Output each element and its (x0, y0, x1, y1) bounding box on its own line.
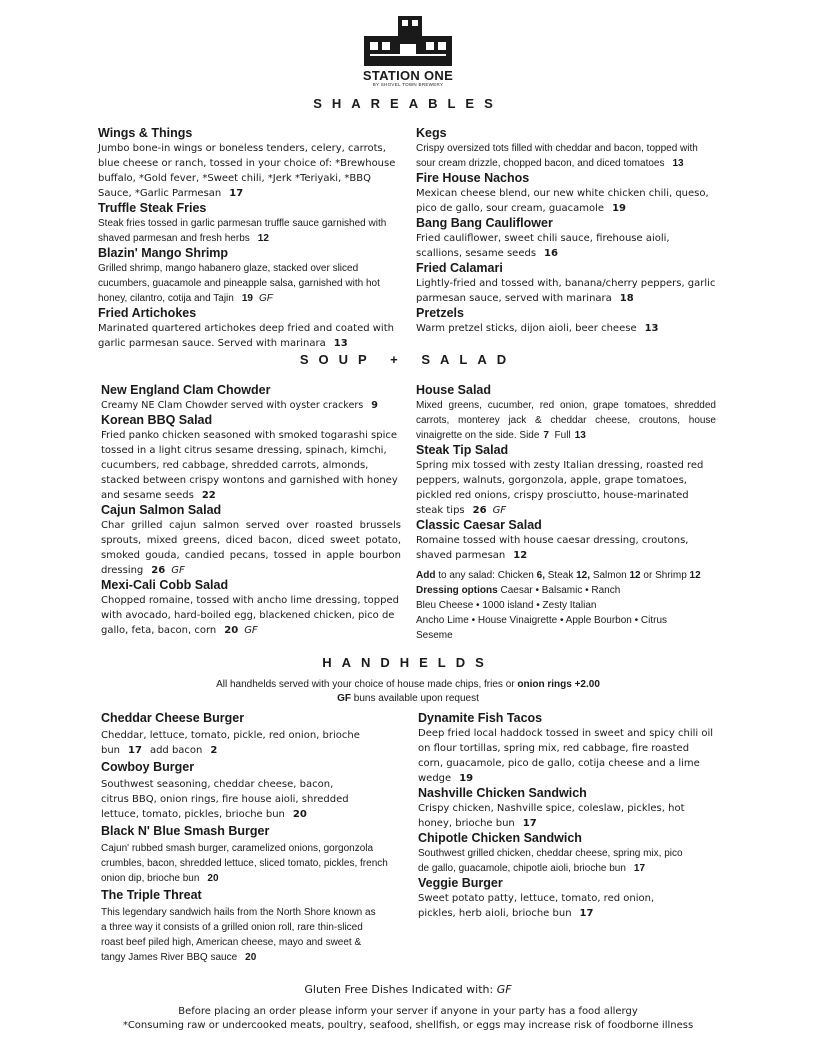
item-name: The Triple Threat (101, 888, 202, 902)
item-desc: Warm pretzel sticks, dijon aioli, beer cheese 13 (416, 323, 659, 334)
gf-badge: GF (492, 505, 507, 516)
item-name: Fried Artichokes (98, 306, 197, 320)
item-desc: Spring mix tossed with zesty Italian dressing, roasted red peppers, walnuts, gorgonzola, apple, grape tomatoes, pickled red onions, crispy prosciutto, house-marinated steak tips 26 GF (416, 460, 704, 516)
menu-item (416, 261, 716, 306)
item-price: 17 (522, 818, 537, 829)
handhelds-right-column (418, 711, 716, 921)
item-price: 13 (333, 338, 348, 349)
item-price: 19 (612, 203, 626, 214)
dressing-options-line: Ancho Lime • House Vinaigrette • Apple Bourbon • Citrus (416, 615, 668, 626)
shareables-left-column (98, 126, 398, 351)
item-price: 20 (245, 952, 257, 963)
item-desc: Char grilled cajun salmon served over roasted brussels sprouts, mixed greens, diced bacon, diced sweet potato, smoked gouda, candied pecans, tossed in apple bourbon dressing 26 GF (101, 520, 401, 576)
item-desc: Crispy chicken, Nashville spice, coleslaw, pickles, hot honey, brioche bun 17 (418, 803, 685, 829)
item-name: Veggie Burger (418, 876, 503, 890)
menu-item (416, 443, 716, 518)
item-name: Classic Caesar Salad (416, 518, 542, 532)
item-name: Korean BBQ Salad (101, 413, 213, 427)
section-title-soup-salad: SOUP + SALAD (299, 352, 517, 367)
handhelds-gf-note: GF buns available upon request (337, 693, 479, 704)
menu-item (416, 171, 716, 216)
menu-item (98, 201, 398, 246)
item-price: 17 (579, 908, 594, 919)
item-name: Cheddar Cheese Burger (101, 711, 245, 725)
menu-item (101, 824, 391, 886)
item-price: 17 (128, 745, 142, 756)
gf-badge: GF (258, 293, 273, 304)
item-price: 12 (513, 550, 528, 561)
item-price: 26 (472, 505, 487, 516)
item-desc: Southwest grilled chicken, cheddar cheese, spring mix, pico de gallo, guacamole, chipotle aioli, brioche bun 17 (418, 848, 683, 874)
dressing-options-line: Bleu Cheese • 1000 island • Zesty Italian (416, 600, 597, 611)
gf-legend: Gluten Free Dishes Indicated with: GF (304, 983, 512, 996)
dressing-options: Dressing options Caesar • Balsamic • Ranch (416, 585, 621, 596)
brand-logo (362, 14, 454, 90)
section-title-shareables: SHAREABLES (313, 96, 503, 111)
item-name: Mexi-Cali Cobb Salad (101, 578, 229, 592)
item-name: Dynamite Fish Tacos (418, 711, 543, 725)
item-name: Steak Tip Salad (416, 443, 509, 457)
menu-item (416, 383, 716, 443)
menu-item (98, 306, 398, 351)
item-name: Nashville Chicken Sandwich (418, 786, 587, 800)
item-price: 18 (619, 293, 634, 304)
item-desc: Mexican cheese blend, our new white chicken chili, queso, pico de gallo, sour cream, guacamole 19 (416, 188, 709, 214)
item-name: Fire House Nachos (416, 171, 530, 185)
item-desc: This legendary sandwich hails from the North Shore known as a three way it consists of a grilled onion roll, rare thin-sliced roast beef piled high, American cheese, mayo and sweet & tangy James River BBQ sauce 20 (101, 907, 376, 963)
menu-item (418, 711, 716, 786)
salad-add-ons: Add to any salad: Chicken 6, Steak 12, Salmon 12 or Shrimp 12 (416, 570, 701, 581)
handhelds-note: All handhelds served with your choice of house made chips, fries or onion rings +2.00 (216, 679, 600, 690)
item-price: 13 (574, 430, 586, 441)
consumption-warning: *Consuming raw or undercooked meats, poultry, seafood, shellfish, or eggs may increase risk of foodborne illness (122, 1020, 694, 1031)
item-desc: Fried cauliflower, sweet chili sauce, firehouse aioli, scallions, sesame seeds 16 (416, 233, 670, 259)
item-price: 7 (543, 430, 549, 441)
menu-item (418, 786, 716, 831)
dressing-options-line: Seseme (416, 630, 453, 641)
menu-item (418, 831, 716, 876)
menu-item (416, 306, 716, 336)
menu-item (101, 888, 391, 965)
item-name: Kegs (416, 126, 447, 140)
menu-item (416, 216, 716, 261)
menu-item (418, 876, 716, 921)
brand-subtitle: BY SHOVEL TOWN BREWERY (372, 82, 444, 87)
item-desc: Jumbo bone-in wings or boneless tenders, celery, carrots, blue cheese or ranch, tossed in your choice of: *Brewhouse buffalo, *Gold fever, *Sweet chili, *Jerk *Teriyaki, *BBQ Sauce, *Garlic Parmesan 17 (98, 143, 396, 199)
item-desc: Fried panko chicken seasoned with smoked togarashi spice tossed in a light citrus sesame dressing, spinach, kimchi, cucumbers, red cabbage, shredded carrots, almonds, stacked between crispy wontons and garnished with honey and sesame seeds 22 (101, 430, 398, 501)
item-desc: Marinated quartered artichokes deep fried and coated with garlic parmesan sauce. Served with marinara 13 (98, 323, 394, 349)
menu-item (101, 413, 401, 503)
item-name: Cowboy Burger (101, 760, 195, 774)
item-price: 13 (672, 158, 684, 169)
item-desc: Chopped romaine, tossed with ancho lime dressing, topped with avocado, hard-boiled egg, blackened chicken, pico de gallo, feta, bacon, corn 20 GF (101, 595, 399, 636)
item-name: Chipotle Chicken Sandwich (418, 831, 582, 845)
menu-item (416, 126, 716, 171)
item-price: 22 (201, 490, 216, 501)
item-price: 16 (544, 248, 558, 259)
item-name: Cajun Salmon Salad (101, 503, 222, 517)
item-price: 20 (224, 625, 239, 636)
item-name: Pretzels (416, 306, 464, 320)
gf-badge: GF (244, 625, 258, 636)
item-price: 20 (292, 809, 307, 820)
item-price: 2 (210, 745, 218, 756)
soup-salad-left-column (101, 383, 401, 638)
item-desc: Sweet potato patty, lettuce, tomato, red onion, pickles, herb aioli, brioche bun 17 (418, 893, 655, 919)
item-name: Bang Bang Cauliflower (416, 216, 553, 230)
item-desc: Mixed greens, cucumber, red onion, grape tomatoes, shredded carrots, monterey jack & cheddar cheese, croutons, house vinaigrette on the side. Side 7 Full 13 (416, 400, 716, 441)
item-price: 13 (644, 323, 659, 334)
item-price: 19 (459, 773, 474, 784)
gf-badge: GF (171, 565, 185, 576)
item-desc: Crispy oversized tots filled with cheddar and bacon, topped with sour cream drizzle, chopped bacon, and diced tomatoes 13 (416, 143, 698, 169)
item-price: 9 (371, 400, 378, 411)
building-icon (362, 14, 454, 68)
item-name: Black N' Blue Smash Burger (101, 824, 270, 838)
menu-item (101, 760, 391, 822)
menu-item (101, 503, 401, 578)
allergy-notice: Before placing an order please inform your server if anyone in your party has a food allergy (178, 1006, 638, 1017)
brand-name: STATION ONE (362, 68, 454, 83)
menu-item (101, 383, 401, 413)
item-name: House Salad (416, 383, 492, 397)
item-desc: Lightly-fried and tossed with, banana/cherry peppers, garlic parmesan sauce, served with marinara 18 (416, 278, 716, 304)
item-desc: Steak fries tossed in garlic parmesan truffle sauce garnished with shaved parmesan and fresh herbs 12 (98, 218, 387, 244)
item-price: 20 (207, 873, 219, 884)
item-desc: Cheddar, lettuce, tomato, pickle, red onion, brioche bun 17 add bacon 2 (101, 730, 360, 756)
menu-item (101, 711, 391, 758)
item-price: 17 (229, 188, 244, 199)
item-name: Wings & Things (98, 126, 193, 140)
item-name: New England Clam Chowder (101, 383, 271, 397)
item-desc: Creamy NE Clam Chowder served with oyster crackers 9 (101, 400, 378, 411)
item-desc: Cajun' rubbed smash burger, caramelized onions, gorgonzola crumbles, bacon, shredded lettuce, sliced tomato, pickles, french onion dip, brioche bun 20 (101, 843, 388, 884)
shareables-right-column (416, 126, 716, 336)
item-price: 12 (257, 233, 269, 244)
item-price: 19 (241, 293, 253, 304)
item-price: 26 (151, 565, 166, 576)
menu-item (101, 578, 401, 638)
item-price: 17 (633, 863, 646, 874)
item-desc: Deep fried local haddock tossed in sweet and spicy chili oil on flour tortillas, spring mix, red cabbage, fire roasted corn, guacamole, pico de gallo, cotija cheese and a lime wedge 19 (418, 728, 714, 784)
item-desc: Southwest seasoning, cheddar cheese, bacon, citrus BBQ, onion rings, fire house aioli, shredded lettuce, tomato, pickles, brioche bun 20 (101, 779, 349, 820)
menu-item (98, 126, 398, 201)
handhelds-left-column (101, 711, 391, 965)
item-desc: Romaine tossed with house caesar dressing, croutons, shaved parmesan 12 (416, 535, 689, 561)
menu-item (416, 518, 716, 563)
item-name: Fried Calamari (416, 261, 503, 275)
item-name: Blazin' Mango Shrimp (98, 246, 229, 260)
menu-item (98, 246, 398, 306)
item-desc: Grilled shrimp, mango habanero glaze, stacked over sliced cucumbers, guacamole and pineapple salsa, garnished with hot honey, cilantro, cotija and Tajin 19 GF (98, 263, 380, 304)
item-name: Truffle Steak Fries (98, 201, 207, 215)
soup-salad-right-column (416, 383, 716, 643)
section-title-handhelds: HANDHELDS (322, 655, 494, 670)
